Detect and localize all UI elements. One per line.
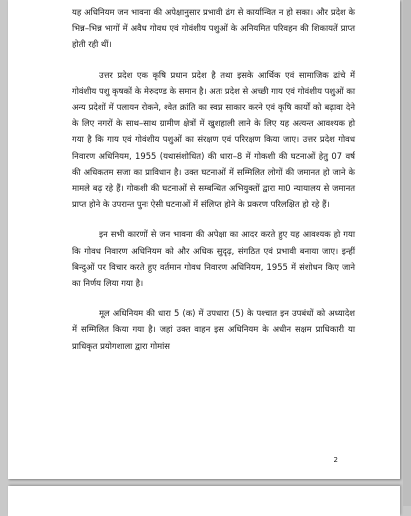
paragraph: इन सभी कारणों से जन भावना की अपेक्षा का आदर करते हुए यह आवश्यक हो गया कि गोवध निवारण अधिनियम को और अधिक सुदृढ़, संगठित एवं प्रभावी बनाया जाए। इन्हीं बिन्दुओं पर विचार करते हुए वर्तमान गोवध निवारण अधिनियम, 1955 में संशोधन किए जाने का निर्णय लिया गया है। (72, 229, 355, 289)
document-page (8, 0, 400, 479)
scrollbar[interactable] (403, 0, 411, 506)
paragraph: मूल अधिनियम की धारा 5 (क) में उपधारा (5) के पश्चात इन उपबंधों को अध्यादेश में सम्मिलित किया गया है। जहां उक्त वाहन इस अधिनियम के अधीन सक्षम प्राधिकारी या प्राधिकृत प्रयोगशाला द्वारा गोमांस (72, 308, 355, 351)
page-body (72, 4, 355, 368)
paragraph: यह अधिनियम जन भावना की अपेक्षानुसार प्रभावी ढंग से कार्यान्वित न हो सका। और प्रदेश के भिन्न–भिन्न भागों में अवैध गोवध एवं गोवंशीय पशुओं के अनियमित परिवहन की शिकायतें प्राप्त होती रही थीं। (72, 7, 355, 50)
next-page (8, 486, 400, 516)
paragraph: उत्तर प्रदेश एक कृषि प्रधान प्रदेश है तथा इसके आर्थिक एवं सामाजिक ढांचे में गोवंशीय पशु कृषकों के मेरुदण्ड के समान है। अतः प्रदेश से अच्छी गाय एवं गोवंशीय पशुओं का अन्य प्रदेशों में पलायन रोकने, श्वेत क्रांति का स्वप्न साकार करने एवं कृषि कार्यों को बढ़ावा देने के लिए नगरों के साथ–साथ ग्रामीण क्षेत्रों में खुशहाली लाने के लिए यह अत्यन्त आवश्यक हो गया है कि गाय एवं गोवंशीय पशुओं का संरक्षण एवं परिरक्षण किया जाए। उत्तर प्रदेश गोवध निवारण अधिनियम, 1955 (यथासंशोधित) की धारा–8 में गोकशी की घटनाओं हेतु 07 वर्ष की अधिकतम सजा का प्राविधान है। उक्त घटनाओं में सम्मिलित लोगों की जमानत हो जाने के मामले बढ़ रहे हैं। गोकशी की घटनाओं से सम्बन्धित अभियुक्तों द्वारा मा0 न्यायालय से जमानत प्राप्त होने के उपरान्त पुनः ऐसी घटनाओं में संलिप्त होने के प्रकरण परिलक्षित हो रहे हैं। (72, 69, 355, 210)
page-number: 2 (333, 456, 338, 464)
